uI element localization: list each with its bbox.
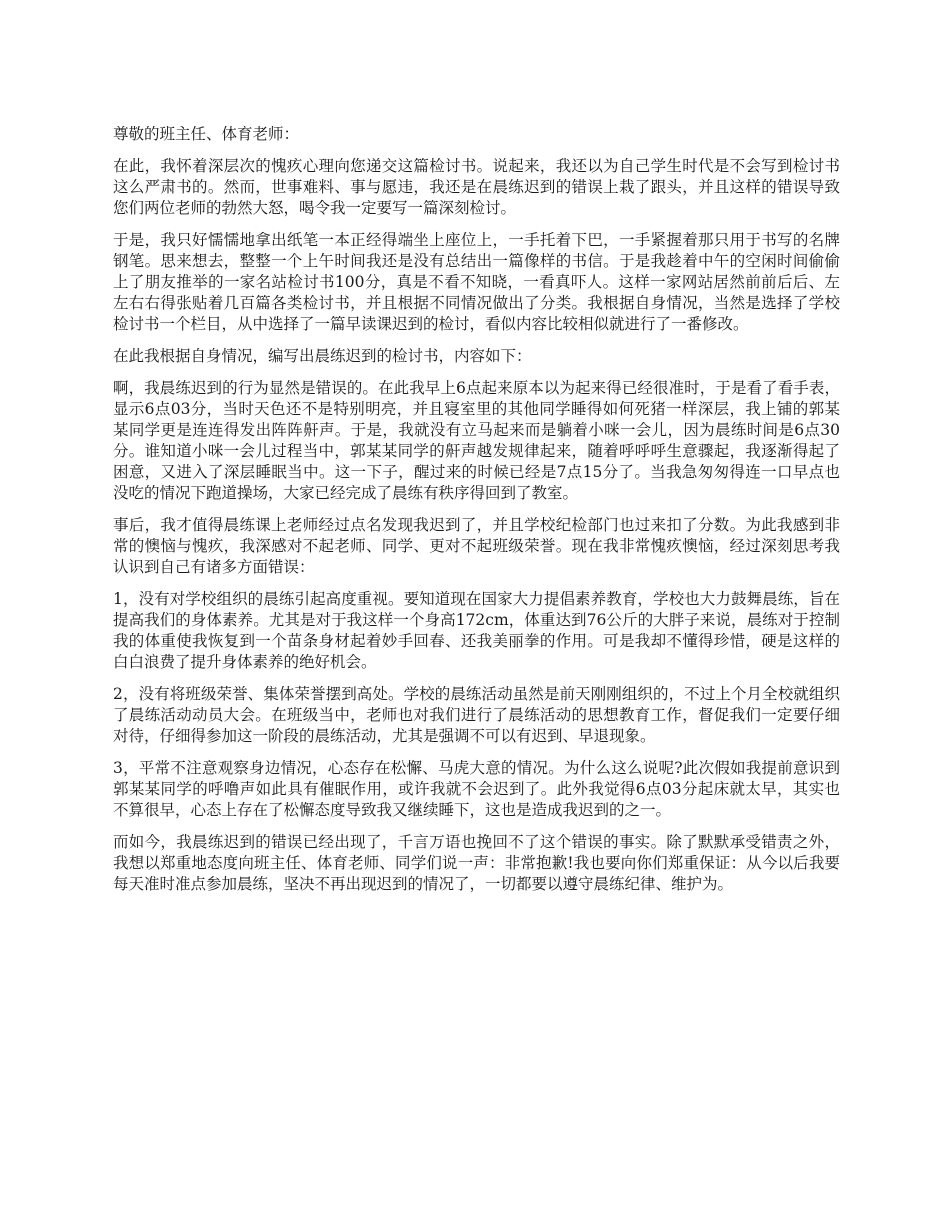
paragraph-intro: 在此，我怀着深层次的愧疚心理向您递交这篇检讨书。说起来，我还以为自己学生时代是不会写到检讨书这么严肃书的。然而，世事难料、事与愿违，我还是在晨练迟到的错误上栽了跟头，并且这样的错误导致您们两位老师的勃然大怒，喝令我一定要写一篇深刻检讨。 <box>113 157 840 217</box>
salutation: 尊敬的班主任、体育老师： <box>113 125 300 143</box>
paragraph-reason-1: 1，没有对学校组织的晨练引起高度重视。要知道现在国家大力提倡素养教育，学校也大力鼓舞晨练，旨在提高我们的身体素养。尤其是对于我这样一个身高172cm，体重达到76公斤的大胖子来说，晨练对于控制我的体重使我恢复到一个苗条身材起着妙手回春、还我美丽拳的作用。可是我却不懂得珍惜，硬是这样的白白浪费了提升身体素养的绝好机会。 <box>113 590 840 671</box>
paragraph-reason-3: 3，平常不注意观察身边情况，心态存在松懈、马虎大意的情况。为什么这么说呢?此次假如我提前意识到郭某某同学的呼噜声如此具有催眠作用，或许我就不会迟到了。此外我觉得6点03分起床就太早，其实也不算很早，心态上存在了松懈态度导致我又继续睡下，这也是造成我迟到的之一。 <box>113 759 840 819</box>
paragraph-incident: 啊，我晨练迟到的行为显然是错误的。在此我早上6点起来原本以为起来得已经很准时，于是看了看手表，显示6点03分，当时天色还不是特别明亮，并且寝室里的其他同学睡得如何死猪一样深层，我上铺的郭某某同学更是连连得发出阵阵鼾声。于是，我就没有立马起来而是躺着小咪一会儿，因为晨练时间是6点30分。谁知道小咪一会儿过程当中，郭某某同学的鼾声越发规律起来，随着呼呼呼生意骤起，我逐渐得起了困意，又进入了深层睡眠当中。这一下子，醒过来的时候已经是7点15分了。当我急匆匆得连一口早点也没吃的情况下跑道操场，大家已经完成了晨练有秩序得回到了教室。 <box>113 379 840 502</box>
paragraph-transition: 在此我根据自身情况，编写出晨练迟到的检讨书，内容如下： <box>113 347 532 365</box>
paragraph-reason-2: 2，没有将班级荣誉、集体荣誉摆到高处。学校的晨练活动虽然是前天刚刚组织的，不过上个月全校就组织了晨练活动动员大会。在班级当中，老师也对我们进行了晨练活动的思想教育工作，督促我们一定要仔细对待，仔细得参加这一阶段的晨练活动，尤其是强调不可以有迟到、早退现象。 <box>113 685 840 745</box>
paragraph-writing-process: 于是，我只好懦懦地拿出纸笔一本正经得端坐上座位上，一手托着下巴，一手紧握着那只用于书写的名牌钢笔。思来想去，整整一个上午时间我还是没有总结出一篇像样的书信。于是我趁着中午的空闲时间偷偷上了朋友推举的一家名站检讨书100分，真是不看不知晓，一看真吓人。这样一家网站居然前前后后、左左右右得张贴着几百篇各类检讨书，并且根据不同情况做出了分类。我根据自身情况，当然是选择了学校检讨书一个栏目，从中选择了一篇早读课迟到的检讨，看似内容比较相似就进行了一番修改。 <box>113 231 840 333</box>
paragraph-conclusion: 而如今，我晨练迟到的错误已经出现了，千言万语也挽回不了这个错误的事实。除了默默承受错责之外，我想以郑重地态度向班主任、体育老师、同学们说一声：非常抱歉!我也要向你们郑重保证：从今以后我要每天准时准点参加晨练，坚决不再出现迟到的情况了，一切都要以遵守晨练纪律、维护为。 <box>113 833 840 893</box>
document-body <box>113 124 840 906</box>
paragraph-consequence: 事后，我才值得晨练课上老师经过点名发现我迟到了，并且学校纪检部门也过来扣了分数。为此我感到非常的懊恼与愧疚，我深感对不起老师、同学、更对不起班级荣誉。现在我非常愧疚懊恼，经过深刻思考我认识到自己有诸多方面错误： <box>113 516 840 576</box>
